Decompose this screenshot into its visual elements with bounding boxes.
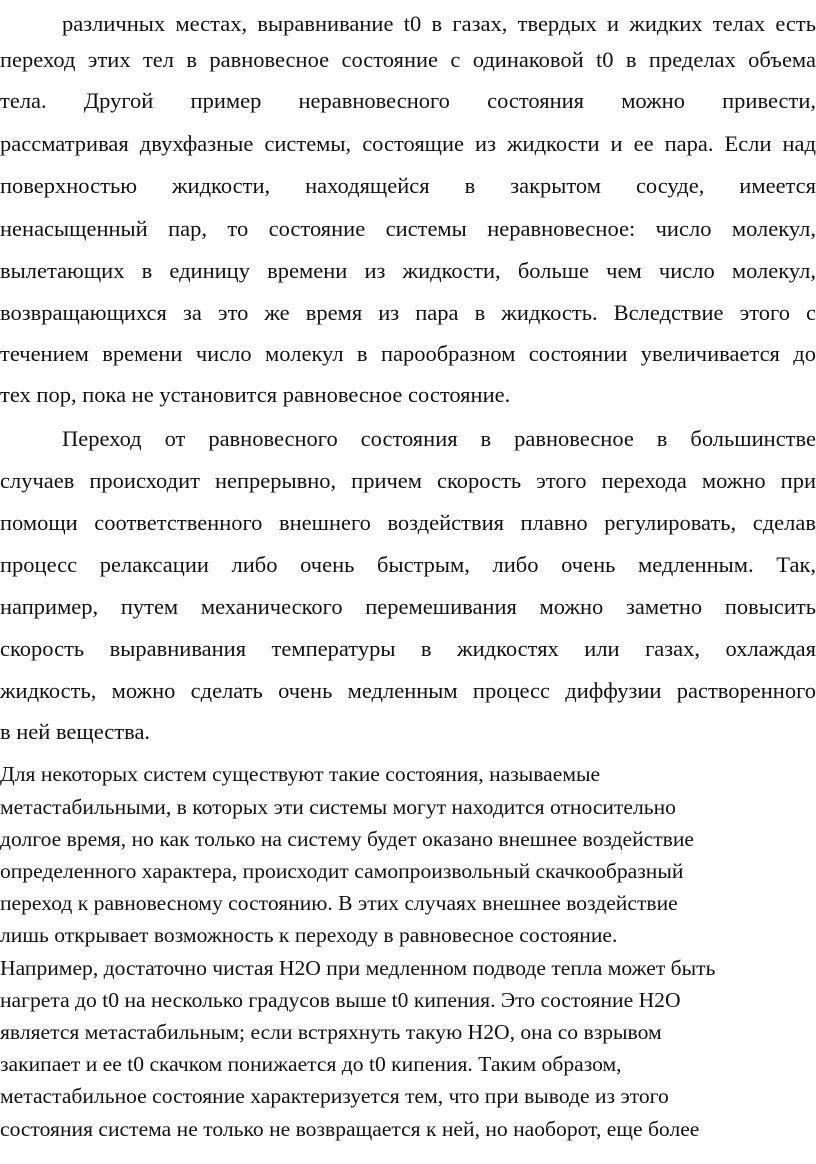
paragraph-3-line-5: переход к равновесному состоянию. В этих случаях внешнее воздействие xyxy=(0,891,678,915)
paragraph-2-line-3: помощи соответственного внешнего воздействия плавно регулировать, сделав xyxy=(0,510,816,535)
paragraph-1-line-7: вылетающих в единицу времени из жидкости, больше чем число молекул, xyxy=(0,258,816,283)
paragraph-3-line-4: определенного характера, происходит самопроизвольный скачкообразный xyxy=(0,859,684,883)
paragraph-1-line-4: рассматривая двухфазные системы, состоящие из жидкости и ее пара. Если над xyxy=(0,131,816,156)
paragraph-2-line-7: жидкость, можно сделать очень медленным процесс диффузии растворенного xyxy=(0,678,816,703)
paragraph-3-line-1: Для некоторых систем существуют такие состояния, называемые xyxy=(0,762,601,786)
paragraph-1-line-3: тела. Другой пример неравновесного состояния можно привести, xyxy=(0,88,816,113)
paragraph-3-line-3: долгое время, но как только на систему будет оказано внешнее воздействие xyxy=(0,827,694,851)
paragraph-1-line-2: переход этих тел в равновесное состояние с одинаковой t0 в пределах объема xyxy=(0,47,816,72)
paragraph-2-line-8: в ней вещества. xyxy=(0,719,151,744)
paragraph-2-line-4: процесс релаксации либо очень быстрым, либо очень медленным. Так, xyxy=(0,552,816,577)
paragraph-3-line-10: закипает и ее t0 скачком понижается до t0 кипения. Таким образом, xyxy=(0,1052,622,1076)
paragraph-2-line-6: скорость выравнивания температуры в жидкостях или газах, охлаждая xyxy=(0,636,816,661)
paragraph-1-line-9: течением времени число молекул в парообразном состоянии увеличивается до xyxy=(0,341,816,366)
paragraph-2-line-5: например, путем механического перемешивания можно заметно повысить xyxy=(0,594,816,619)
paragraph-1-line-10: тех пор, пока не установится равновесное состояние. xyxy=(0,382,511,407)
paragraph-3-line-2: метастабильными, в которых эти системы могут находится относительно xyxy=(0,795,676,819)
paragraph-1-line-8: возвращающихся за это же время из пара в жидкость. Вследствие этого с xyxy=(0,300,816,325)
paragraph-1-line-6: ненасыщенный пар, то состояние системы неравновесное: число молекул, xyxy=(0,216,816,241)
paragraph-1-line-5: поверхностью жидкости, находящейся в закрытом сосуде, имеется xyxy=(0,173,816,198)
paragraph-2-line-2: случаев происходит непрерывно, причем скорость этого перехода можно при xyxy=(0,468,816,493)
paragraph-3-line-9: является метастабильным; если встряхнуть такую H2O, она со взрывом xyxy=(0,1020,662,1044)
paragraph-3-line-11: метастабильное состояние характеризуется тем, что при выводе из этого xyxy=(0,1084,669,1108)
paragraph-2-line-1: Переход от равновесного состояния в равновесное в большинстве xyxy=(62,426,816,451)
paragraph-3-line-12: состояния система не только не возвращается к ней, но наоборот, еще более xyxy=(0,1117,700,1141)
paragraph-1-line-1: различных местах, выравнивание t0 в газах, твердых и жидких телах есть xyxy=(62,11,816,36)
paragraph-3-line-8: нагрета до t0 на несколько градусов выше t0 кипения. Это состояние H2O xyxy=(0,988,681,1012)
paragraph-3-line-6: лишь открывает возможность к переходу в равновесное состояние. xyxy=(0,923,618,947)
paragraph-3-line-7: Например, достаточно чистая H2O при медленном подводе тепла может быть xyxy=(0,956,716,980)
